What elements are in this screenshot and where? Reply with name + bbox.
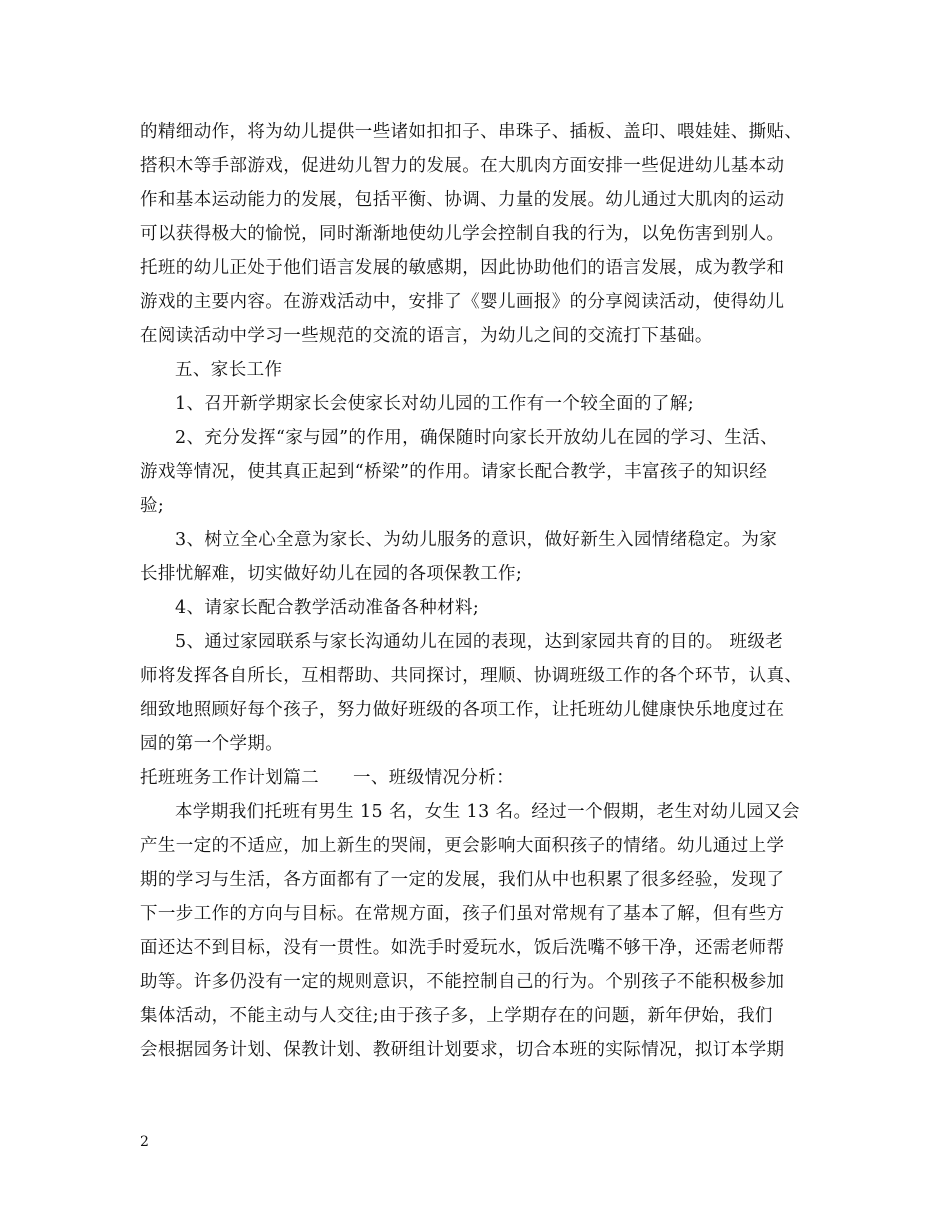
- body-text-line: 产生一定的不适应，加上新生的哭闹，更会影响大面积孩子的情绪。幼儿通过上学: [140, 836, 785, 856]
- body-text-line: 长排忧解难，切实做好幼儿在园的各项保教工作;: [140, 564, 523, 584]
- body-text-line: 验;: [140, 496, 165, 516]
- body-text-line: 游戏等情况，使其真正起到“桥梁”的作用。请家长配合教学，丰富孩子的知识经: [140, 462, 768, 482]
- body-text-line: 会根据园务计划、保教计划、教研组计划要求，切合本班的实际情况，拟订本学期: [140, 1040, 785, 1060]
- list-item-4: 4、请家长配合教学活动准备各种材料;: [175, 598, 480, 618]
- body-text-line: 可以获得极大的愉悦，同时渐渐地使幼儿学会控制自我的行为，以免伤害到别人。: [140, 224, 785, 244]
- list-item-2: 2、充分发挥“家与园”的作用，确保随时向家长开放幼儿在园的学习、生活、: [175, 428, 779, 448]
- body-text-line: 作和基本运动能力的发展，包括平衡、协调、力量的发展。幼儿通过大肌肉的运动: [140, 190, 785, 210]
- body-text-line: 游戏的主要内容。在游戏活动中，安排了《婴儿画报》的分享阅读活动，使得幼儿: [140, 292, 785, 312]
- body-text-line: 下一步工作的方向与目标。在常规方面，孩子们虽对常规有了基本了解，但有些方: [140, 904, 785, 924]
- page-number: 2: [140, 1134, 149, 1150]
- list-item-1: 1、召开新学期家长会使家长对幼儿园的工作有一个较全面的了解;: [175, 394, 695, 414]
- list-item-5: 5、通过家园联系与家长沟通幼儿在园的表现，达到家园共育的目的。 班级老: [175, 632, 784, 652]
- plan-title: 托班班务工作计划篇二: [140, 768, 319, 788]
- body-text-line: 期的学习与生活，各方面都有了一定的发展，我们从中也积累了很多经验，发现了: [140, 870, 785, 890]
- body-text-line: 本学期我们托班有男生 15 名，女生 13 名。经过一个假期，老生对幼儿园又会: [175, 802, 800, 822]
- plan-section-heading: 一、班级情况分析：: [353, 768, 515, 788]
- body-text-line: 师将发挥各自所长，互相帮助、共同探讨，理顺、协调班级工作的各个环节，认真、: [140, 666, 803, 686]
- body-text-line: 托班的幼儿正处于他们语言发展的敏感期，因此协助他们的语言发展，成为教学和: [140, 258, 785, 278]
- body-text-line: 助等。许多仍没有一定的规则意识，不能控制自己的行为。个别孩子不能积极参加: [140, 972, 785, 992]
- body-text-line: 集体活动，不能主动与人交往;由于孩子多，上学期存在的问题，新年伊始，我们: [140, 1006, 773, 1026]
- body-text-line: 在阅读活动中学习一些规范的交流的语言，为幼儿之间的交流打下基础。: [140, 326, 713, 346]
- body-text-line: 搭积木等手部游戏，促进幼儿智力的发展。在大肌肉方面安排一些促进幼儿基本动: [140, 156, 785, 176]
- list-item-3: 3、树立全心全意为家长、为幼儿服务的意识，做好新生入园情绪稳定。为家: [175, 530, 778, 550]
- plan-heading: [140, 766, 514, 790]
- section-heading-parent-work: 五、家长工作: [175, 360, 283, 380]
- body-text-line: 面还达不到目标，没有一贯性。如洗手时爱玩水，饭后洗嘴不够干净，还需老师帮: [140, 938, 785, 958]
- body-text-line: 的精细动作，将为幼儿提供一些诸如扣扣子、串珠子、插板、盖印、喂娃娃、撕贴、: [140, 122, 803, 142]
- body-text-line: 细致地照顾好每个孩子，努力做好班级的各项工作，让托班幼儿健康快乐地度过在: [140, 700, 785, 720]
- body-text-line: 园的第一个学期。: [140, 734, 284, 754]
